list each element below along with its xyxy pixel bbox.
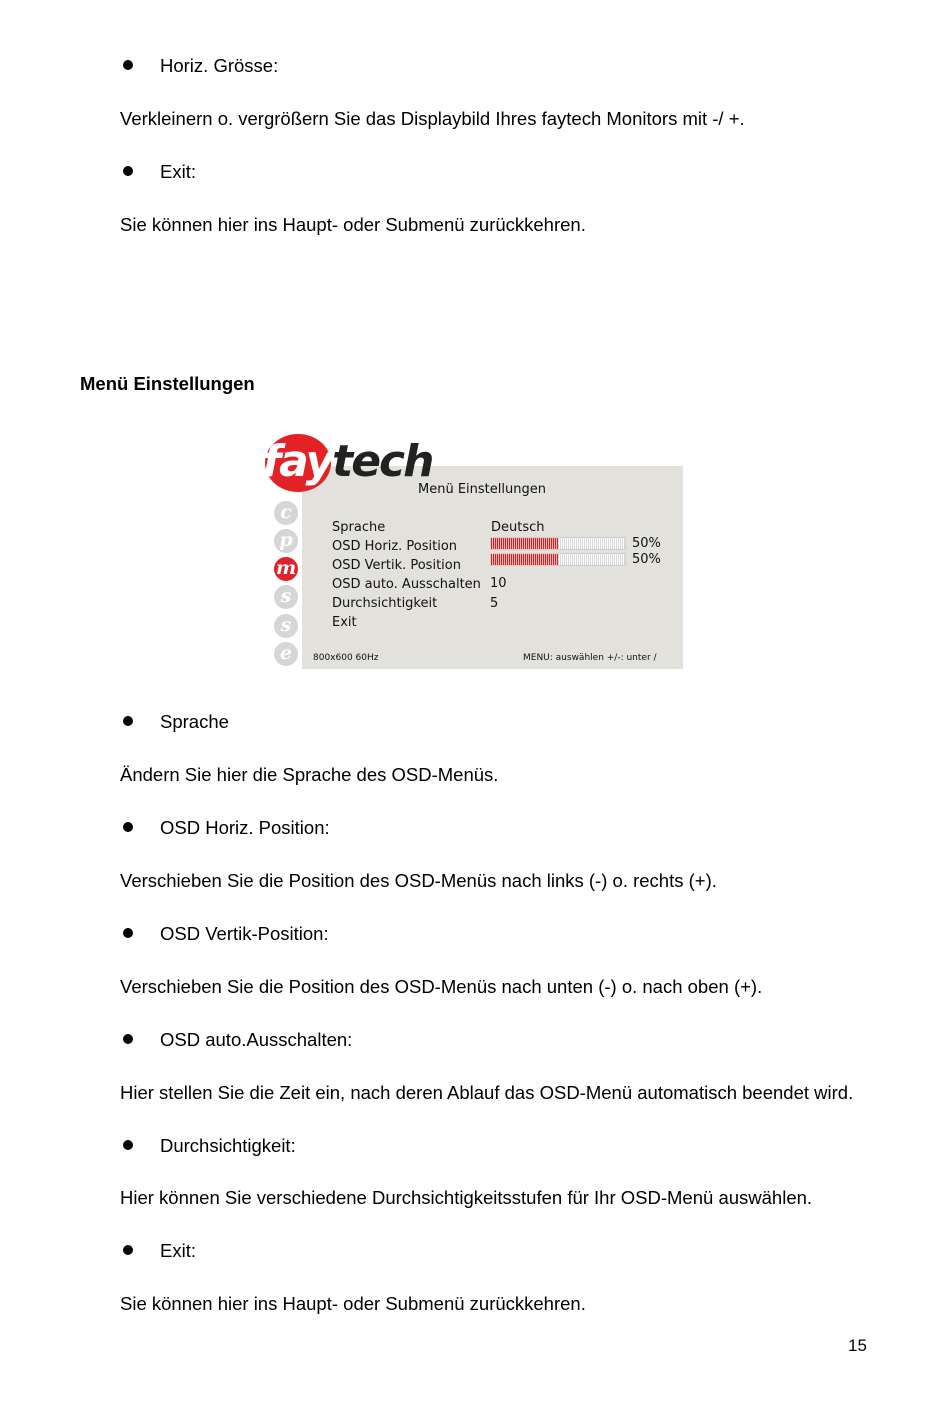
bullet-dot: [123, 1034, 133, 1044]
osd-row-value: 10: [490, 576, 507, 591]
item-description: Hier stellen Sie die Zeit ein, nach deren Ablauf das OSD-Menü automatisch beendet wird.: [120, 1082, 854, 1103]
osd-title: Menü Einstellungen: [418, 482, 546, 497]
section-heading: Menü Einstellungen: [80, 373, 255, 394]
osd-row-label: Durchsichtigkeit: [332, 596, 438, 611]
osd-row-label: Sprache: [332, 520, 386, 535]
bullet-dot: [123, 1245, 133, 1255]
osd-footer-hint: MENU: auswählen +/-: unter /: [523, 653, 657, 663]
osd-row-value: 5: [490, 596, 499, 611]
osd-vert-bar: [490, 553, 626, 566]
osd-side-icon: c: [274, 501, 298, 525]
osd-side-icon: s: [274, 614, 298, 638]
bullet-label: OSD Vertik-Position:: [160, 923, 329, 944]
osd-row-value: 50%: [632, 552, 661, 567]
bullet-dot: [123, 716, 133, 726]
bullet-dot: [123, 1140, 133, 1150]
osd-horiz-bar: [490, 537, 626, 550]
bullet-label: Durchsichtigkeit:: [160, 1135, 296, 1156]
bullet-label: Exit:: [160, 1240, 196, 1261]
osd-row-label: OSD Horiz. Position: [332, 539, 458, 554]
logo-part-tech: tech: [332, 436, 433, 487]
osd-vert-bar-fill: [491, 554, 558, 565]
osd-horiz-bar-fill: [491, 538, 558, 549]
bullet-dot: [123, 60, 133, 70]
osd-footer-resolution: 800x600 60Hz: [313, 653, 379, 663]
bullet-label: OSD Horiz. Position:: [160, 817, 330, 838]
logo-part-fay: fay: [262, 436, 333, 487]
osd-row-label: Exit: [332, 615, 357, 630]
osd-row-value: 50%: [632, 536, 661, 551]
bullet-label: Sprache: [160, 711, 229, 732]
osd-side-icon: e: [274, 642, 298, 666]
item-description: Verschieben Sie die Position des OSD-Menüs nach links (-) o. rechts (+).: [120, 870, 717, 891]
osd-row-label: OSD Vertik. Position: [332, 558, 461, 573]
item-description: Verkleinern o. vergrößern Sie das Displaybild Ihres faytech Monitors mit -/ +.: [120, 108, 745, 129]
bullet-label: OSD auto.Ausschalten:: [160, 1029, 353, 1050]
bullet-dot: [123, 166, 133, 176]
bullet-dot: [123, 822, 133, 832]
item-description: Verschieben Sie die Position des OSD-Menüs nach unten (-) o. nach oben (+).: [120, 976, 763, 997]
item-description: Sie können hier ins Haupt- oder Submenü zurückkehren.: [120, 1293, 586, 1314]
osd-row-label: OSD auto. Ausschalten: [332, 577, 481, 592]
bullet-dot: [123, 928, 133, 938]
item-description: Sie können hier ins Haupt- oder Submenü zurückkehren.: [120, 214, 586, 235]
osd-menu-image: [262, 432, 684, 669]
faytech-logo: [262, 432, 432, 492]
bullet-label: Exit:: [160, 161, 196, 182]
osd-row-value: Deutsch: [491, 520, 545, 535]
osd-side-icon: p: [274, 529, 298, 553]
osd-side-icon: s: [274, 585, 298, 609]
bullet-label: Horiz. Grösse:: [160, 55, 279, 76]
item-description: Ändern Sie hier die Sprache des OSD-Menüs.: [120, 764, 499, 785]
item-description: Hier können Sie verschiedene Durchsichtigkeitsstufen für Ihr OSD-Menü auswählen.: [120, 1187, 813, 1208]
osd-side-icon-active: m: [275, 557, 297, 579]
page-number: 15: [848, 1336, 867, 1355]
